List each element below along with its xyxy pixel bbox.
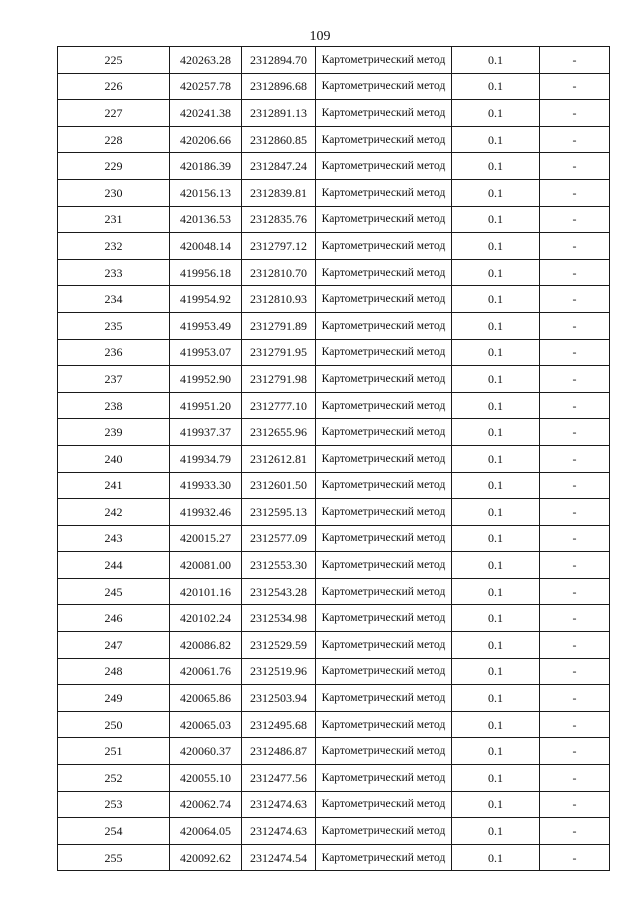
accuracy-cell: 0.1 [452, 73, 540, 100]
accuracy-cell: 0.1 [452, 525, 540, 552]
note-cell: - [540, 179, 610, 206]
y-coordinate-cell: 2312577.09 [242, 525, 316, 552]
note-cell: - [540, 47, 610, 74]
y-coordinate-cell: 2312835.76 [242, 206, 316, 233]
point-number-cell: 249 [58, 685, 170, 712]
method-cell: Картометрический метод [316, 632, 452, 659]
point-number-cell: 234 [58, 286, 170, 313]
x-coordinate-cell: 419953.07 [170, 339, 242, 366]
x-coordinate-cell: 419934.79 [170, 445, 242, 472]
point-number-cell: 230 [58, 179, 170, 206]
table-row [58, 233, 610, 260]
accuracy-cell: 0.1 [452, 153, 540, 180]
point-number-cell: 232 [58, 233, 170, 260]
x-coordinate-cell: 420156.13 [170, 179, 242, 206]
y-coordinate-cell: 2312894.70 [242, 47, 316, 74]
point-number-cell: 253 [58, 791, 170, 818]
point-number-cell: 255 [58, 844, 170, 871]
note-cell: - [540, 685, 610, 712]
accuracy-cell: 0.1 [452, 445, 540, 472]
note-cell: - [540, 126, 610, 153]
table-row [58, 844, 610, 871]
x-coordinate-cell: 420065.86 [170, 685, 242, 712]
accuracy-cell: 0.1 [452, 312, 540, 339]
point-number-cell: 235 [58, 312, 170, 339]
table-row [58, 685, 610, 712]
note-cell: - [540, 73, 610, 100]
table-row [58, 366, 610, 393]
note-cell: - [540, 791, 610, 818]
accuracy-cell: 0.1 [452, 605, 540, 632]
method-cell: Картометрический метод [316, 259, 452, 286]
accuracy-cell: 0.1 [452, 286, 540, 313]
point-number-cell: 228 [58, 126, 170, 153]
point-number-cell: 233 [58, 259, 170, 286]
x-coordinate-cell: 419932.46 [170, 499, 242, 526]
table-row [58, 578, 610, 605]
note-cell: - [540, 658, 610, 685]
table-row [58, 419, 610, 446]
y-coordinate-cell: 2312529.59 [242, 632, 316, 659]
table-row [58, 711, 610, 738]
table-row [58, 73, 610, 100]
x-coordinate-cell: 420102.24 [170, 605, 242, 632]
x-coordinate-cell: 420060.37 [170, 738, 242, 765]
method-cell: Картометрический метод [316, 47, 452, 74]
table-row [58, 765, 610, 792]
accuracy-cell: 0.1 [452, 233, 540, 260]
table-row [58, 206, 610, 233]
table-row [58, 392, 610, 419]
y-coordinate-cell: 2312810.70 [242, 259, 316, 286]
note-cell: - [540, 392, 610, 419]
method-cell: Картометрический метод [316, 472, 452, 499]
accuracy-cell: 0.1 [452, 339, 540, 366]
point-number-cell: 250 [58, 711, 170, 738]
table-row [58, 47, 610, 74]
method-cell: Картометрический метод [316, 153, 452, 180]
accuracy-cell: 0.1 [452, 126, 540, 153]
note-cell: - [540, 765, 610, 792]
x-coordinate-cell: 420257.78 [170, 73, 242, 100]
y-coordinate-cell: 2312601.50 [242, 472, 316, 499]
x-coordinate-cell: 420061.76 [170, 658, 242, 685]
table-row [58, 632, 610, 659]
point-number-cell: 242 [58, 499, 170, 526]
accuracy-cell: 0.1 [452, 366, 540, 393]
table-row [58, 499, 610, 526]
y-coordinate-cell: 2312791.89 [242, 312, 316, 339]
x-coordinate-cell: 420186.39 [170, 153, 242, 180]
y-coordinate-cell: 2312896.68 [242, 73, 316, 100]
method-cell: Картометрический метод [316, 738, 452, 765]
note-cell: - [540, 233, 610, 260]
note-cell: - [540, 632, 610, 659]
method-cell: Картометрический метод [316, 578, 452, 605]
accuracy-cell: 0.1 [452, 791, 540, 818]
method-cell: Картометрический метод [316, 844, 452, 871]
method-cell: Картометрический метод [316, 765, 452, 792]
accuracy-cell: 0.1 [452, 100, 540, 127]
note-cell: - [540, 445, 610, 472]
method-cell: Картометрический метод [316, 791, 452, 818]
y-coordinate-cell: 2312503.94 [242, 685, 316, 712]
method-cell: Картометрический метод [316, 818, 452, 845]
x-coordinate-cell: 420015.27 [170, 525, 242, 552]
accuracy-cell: 0.1 [452, 632, 540, 659]
note-cell: - [540, 259, 610, 286]
coordinates-table [57, 46, 610, 871]
method-cell: Картометрический метод [316, 179, 452, 206]
y-coordinate-cell: 2312810.93 [242, 286, 316, 313]
point-number-cell: 226 [58, 73, 170, 100]
note-cell: - [540, 578, 610, 605]
table-row [58, 818, 610, 845]
method-cell: Картометрический метод [316, 206, 452, 233]
accuracy-cell: 0.1 [452, 552, 540, 579]
y-coordinate-cell: 2312486.87 [242, 738, 316, 765]
table-row [58, 259, 610, 286]
y-coordinate-cell: 2312553.30 [242, 552, 316, 579]
note-cell: - [540, 366, 610, 393]
table-row [58, 738, 610, 765]
accuracy-cell: 0.1 [452, 392, 540, 419]
table-row [58, 179, 610, 206]
accuracy-cell: 0.1 [452, 765, 540, 792]
note-cell: - [540, 419, 610, 446]
table-row [58, 126, 610, 153]
method-cell: Картометрический метод [316, 525, 452, 552]
table-row [58, 445, 610, 472]
note-cell: - [540, 100, 610, 127]
y-coordinate-cell: 2312474.63 [242, 791, 316, 818]
method-cell: Картометрический метод [316, 419, 452, 446]
accuracy-cell: 0.1 [452, 578, 540, 605]
method-cell: Картометрический метод [316, 605, 452, 632]
note-cell: - [540, 818, 610, 845]
accuracy-cell: 0.1 [452, 844, 540, 871]
point-number-cell: 244 [58, 552, 170, 579]
page-number: 109 [309, 29, 331, 44]
x-coordinate-cell: 420101.16 [170, 578, 242, 605]
method-cell: Картометрический метод [316, 286, 452, 313]
method-cell: Картометрический метод [316, 658, 452, 685]
y-coordinate-cell: 2312860.85 [242, 126, 316, 153]
point-number-cell: 246 [58, 605, 170, 632]
point-number-cell: 254 [58, 818, 170, 845]
note-cell: - [540, 499, 610, 526]
method-cell: Картометрический метод [316, 392, 452, 419]
y-coordinate-cell: 2312847.24 [242, 153, 316, 180]
x-coordinate-cell: 419933.30 [170, 472, 242, 499]
note-cell: - [540, 286, 610, 313]
x-coordinate-cell: 419956.18 [170, 259, 242, 286]
y-coordinate-cell: 2312474.63 [242, 818, 316, 845]
table-row [58, 658, 610, 685]
point-number-cell: 239 [58, 419, 170, 446]
point-number-cell: 252 [58, 765, 170, 792]
x-coordinate-cell: 420048.14 [170, 233, 242, 260]
accuracy-cell: 0.1 [452, 206, 540, 233]
note-cell: - [540, 312, 610, 339]
coordinates-table-body [58, 47, 610, 871]
point-number-cell: 231 [58, 206, 170, 233]
accuracy-cell: 0.1 [452, 499, 540, 526]
method-cell: Картометрический метод [316, 100, 452, 127]
table-row [58, 312, 610, 339]
note-cell: - [540, 844, 610, 871]
note-cell: - [540, 552, 610, 579]
point-number-cell: 236 [58, 339, 170, 366]
y-coordinate-cell: 2312495.68 [242, 711, 316, 738]
x-coordinate-cell: 420055.10 [170, 765, 242, 792]
method-cell: Картометрический метод [316, 685, 452, 712]
x-coordinate-cell: 419951.20 [170, 392, 242, 419]
method-cell: Картометрический метод [316, 445, 452, 472]
table-row [58, 791, 610, 818]
x-coordinate-cell: 420086.82 [170, 632, 242, 659]
accuracy-cell: 0.1 [452, 179, 540, 206]
table-row [58, 525, 610, 552]
y-coordinate-cell: 2312519.96 [242, 658, 316, 685]
note-cell: - [540, 153, 610, 180]
method-cell: Картометрический метод [316, 339, 452, 366]
point-number-cell: 227 [58, 100, 170, 127]
method-cell: Картометрический метод [316, 711, 452, 738]
y-coordinate-cell: 2312543.28 [242, 578, 316, 605]
accuracy-cell: 0.1 [452, 711, 540, 738]
y-coordinate-cell: 2312595.13 [242, 499, 316, 526]
accuracy-cell: 0.1 [452, 658, 540, 685]
x-coordinate-cell: 419953.49 [170, 312, 242, 339]
point-number-cell: 238 [58, 392, 170, 419]
point-number-cell: 247 [58, 632, 170, 659]
table-row [58, 100, 610, 127]
y-coordinate-cell: 2312839.81 [242, 179, 316, 206]
note-cell: - [540, 339, 610, 366]
method-cell: Картометрический метод [316, 126, 452, 153]
method-cell: Картометрический метод [316, 73, 452, 100]
accuracy-cell: 0.1 [452, 472, 540, 499]
x-coordinate-cell: 420241.38 [170, 100, 242, 127]
accuracy-cell: 0.1 [452, 419, 540, 446]
table-row [58, 605, 610, 632]
point-number-cell: 248 [58, 658, 170, 685]
y-coordinate-cell: 2312891.13 [242, 100, 316, 127]
note-cell: - [540, 738, 610, 765]
point-number-cell: 240 [58, 445, 170, 472]
accuracy-cell: 0.1 [452, 738, 540, 765]
method-cell: Картометрический метод [316, 233, 452, 260]
x-coordinate-cell: 420206.66 [170, 126, 242, 153]
accuracy-cell: 0.1 [452, 259, 540, 286]
note-cell: - [540, 525, 610, 552]
method-cell: Картометрический метод [316, 552, 452, 579]
x-coordinate-cell: 420065.03 [170, 711, 242, 738]
y-coordinate-cell: 2312791.95 [242, 339, 316, 366]
point-number-cell: 243 [58, 525, 170, 552]
y-coordinate-cell: 2312477.56 [242, 765, 316, 792]
table-row [58, 286, 610, 313]
x-coordinate-cell: 420064.05 [170, 818, 242, 845]
x-coordinate-cell: 420136.53 [170, 206, 242, 233]
method-cell: Картометрический метод [316, 312, 452, 339]
x-coordinate-cell: 420092.62 [170, 844, 242, 871]
note-cell: - [540, 206, 610, 233]
method-cell: Картометрический метод [316, 366, 452, 393]
table-row [58, 339, 610, 366]
y-coordinate-cell: 2312474.54 [242, 844, 316, 871]
accuracy-cell: 0.1 [452, 47, 540, 74]
note-cell: - [540, 605, 610, 632]
y-coordinate-cell: 2312534.98 [242, 605, 316, 632]
table-row [58, 472, 610, 499]
note-cell: - [540, 472, 610, 499]
point-number-cell: 241 [58, 472, 170, 499]
x-coordinate-cell: 420263.28 [170, 47, 242, 74]
note-cell: - [540, 711, 610, 738]
accuracy-cell: 0.1 [452, 818, 540, 845]
point-number-cell: 245 [58, 578, 170, 605]
x-coordinate-cell: 420081.00 [170, 552, 242, 579]
y-coordinate-cell: 2312777.10 [242, 392, 316, 419]
y-coordinate-cell: 2312655.96 [242, 419, 316, 446]
x-coordinate-cell: 419937.37 [170, 419, 242, 446]
y-coordinate-cell: 2312797.12 [242, 233, 316, 260]
point-number-cell: 251 [58, 738, 170, 765]
x-coordinate-cell: 419954.92 [170, 286, 242, 313]
y-coordinate-cell: 2312791.98 [242, 366, 316, 393]
accuracy-cell: 0.1 [452, 685, 540, 712]
table-row [58, 552, 610, 579]
table-row [58, 153, 610, 180]
x-coordinate-cell: 420062.74 [170, 791, 242, 818]
point-number-cell: 229 [58, 153, 170, 180]
point-number-cell: 225 [58, 47, 170, 74]
point-number-cell: 237 [58, 366, 170, 393]
x-coordinate-cell: 419952.90 [170, 366, 242, 393]
y-coordinate-cell: 2312612.81 [242, 445, 316, 472]
method-cell: Картометрический метод [316, 499, 452, 526]
